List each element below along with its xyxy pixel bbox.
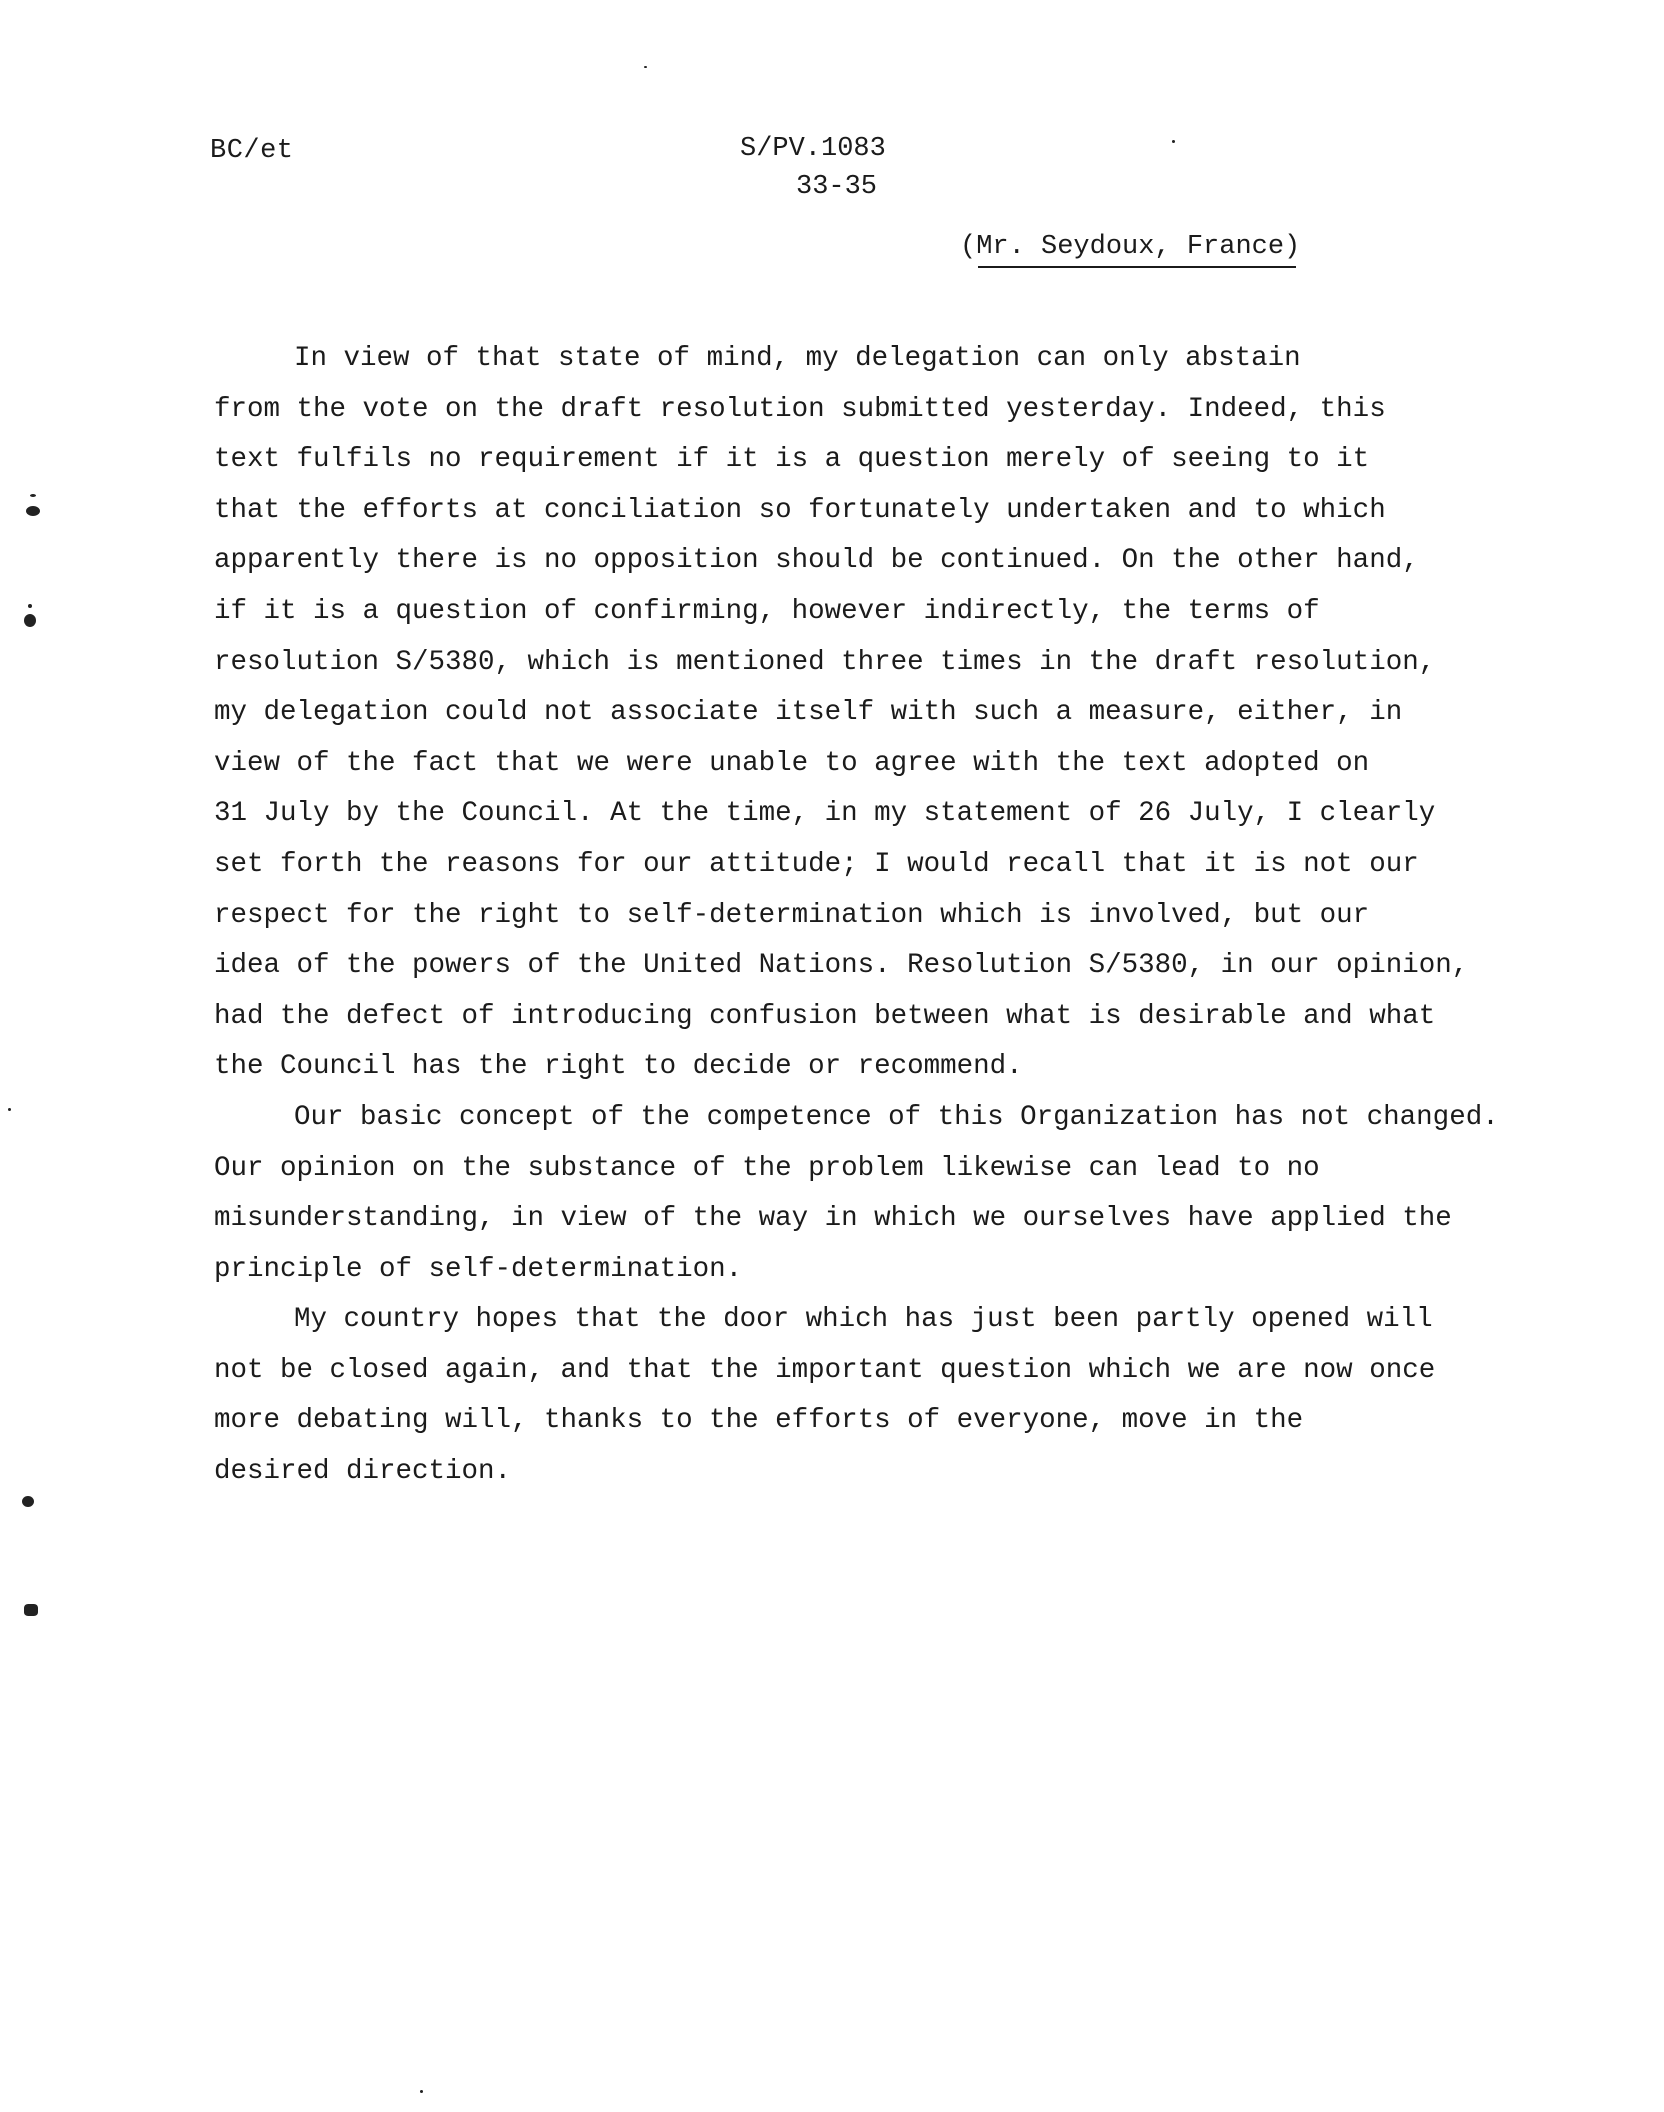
scan-speck <box>1172 140 1175 143</box>
scan-speck <box>420 2090 423 2093</box>
scan-speck <box>644 66 647 68</box>
page-range: 33-35 <box>796 172 878 202</box>
scan-speck <box>24 1604 38 1616</box>
document-symbol: S/PV.1083 <box>740 134 886 164</box>
scan-speck <box>28 604 32 608</box>
speaker-attribution <box>960 232 1300 262</box>
speaker-label: (Mr. Seydoux, France) <box>960 232 1301 262</box>
paragraph: In view of that state of mind, my delegation can only abstain from the vote on the draft resolution submitted yesterday. Indeed, this text fulfils no requirement if it is a question merely of seeing to it that the efforts at conciliation so fortunately undertaken and to which apparently there is no opposition should be continued. On the other hand, if it is a question of confirming, however indirectly, the terms of resolution S/5380, which is mentioned three times in the draft resolution, my delegation could not associate itself with such a measure, either, in view of the fact that we were unable to agree with the text adopted on 31 July by the Council. At the time, in my statement of 26 July, I clearly set forth the reasons for our attitude; I would recall that it is not our respect for the right to self-determination which is involved, but our idea of the powers of the United Nations. Resolution S/5380, in our opinion, had the defect of introducing confusion between what is desirable and what the Council has the right to decide or recommend. <box>214 343 1469 1083</box>
scan-speck <box>24 614 36 627</box>
typist-code: BC/et <box>210 136 294 166</box>
scan-speck <box>8 1108 11 1111</box>
scan-speck <box>22 1496 34 1507</box>
paragraph: Our basic concept of the competence of this Organization has not changed. Our opinion on the substance of the problem likewise can lead to no misunderstanding, in view of the way in which we ourselves have applied the principle of self-determination. <box>214 1101 1499 1285</box>
scan-speck <box>30 494 36 497</box>
document-symbol-block <box>740 130 886 206</box>
scan-speck <box>26 506 40 516</box>
paragraph: My country hopes that the door which has just been partly opened will not be closed again, and that the important question which we are now once more debating will, thanks to the efforts of everyone, move in the desired direction. <box>214 1304 1436 1488</box>
speaker-underline <box>978 266 1296 268</box>
statement-body <box>214 334 1514 1498</box>
